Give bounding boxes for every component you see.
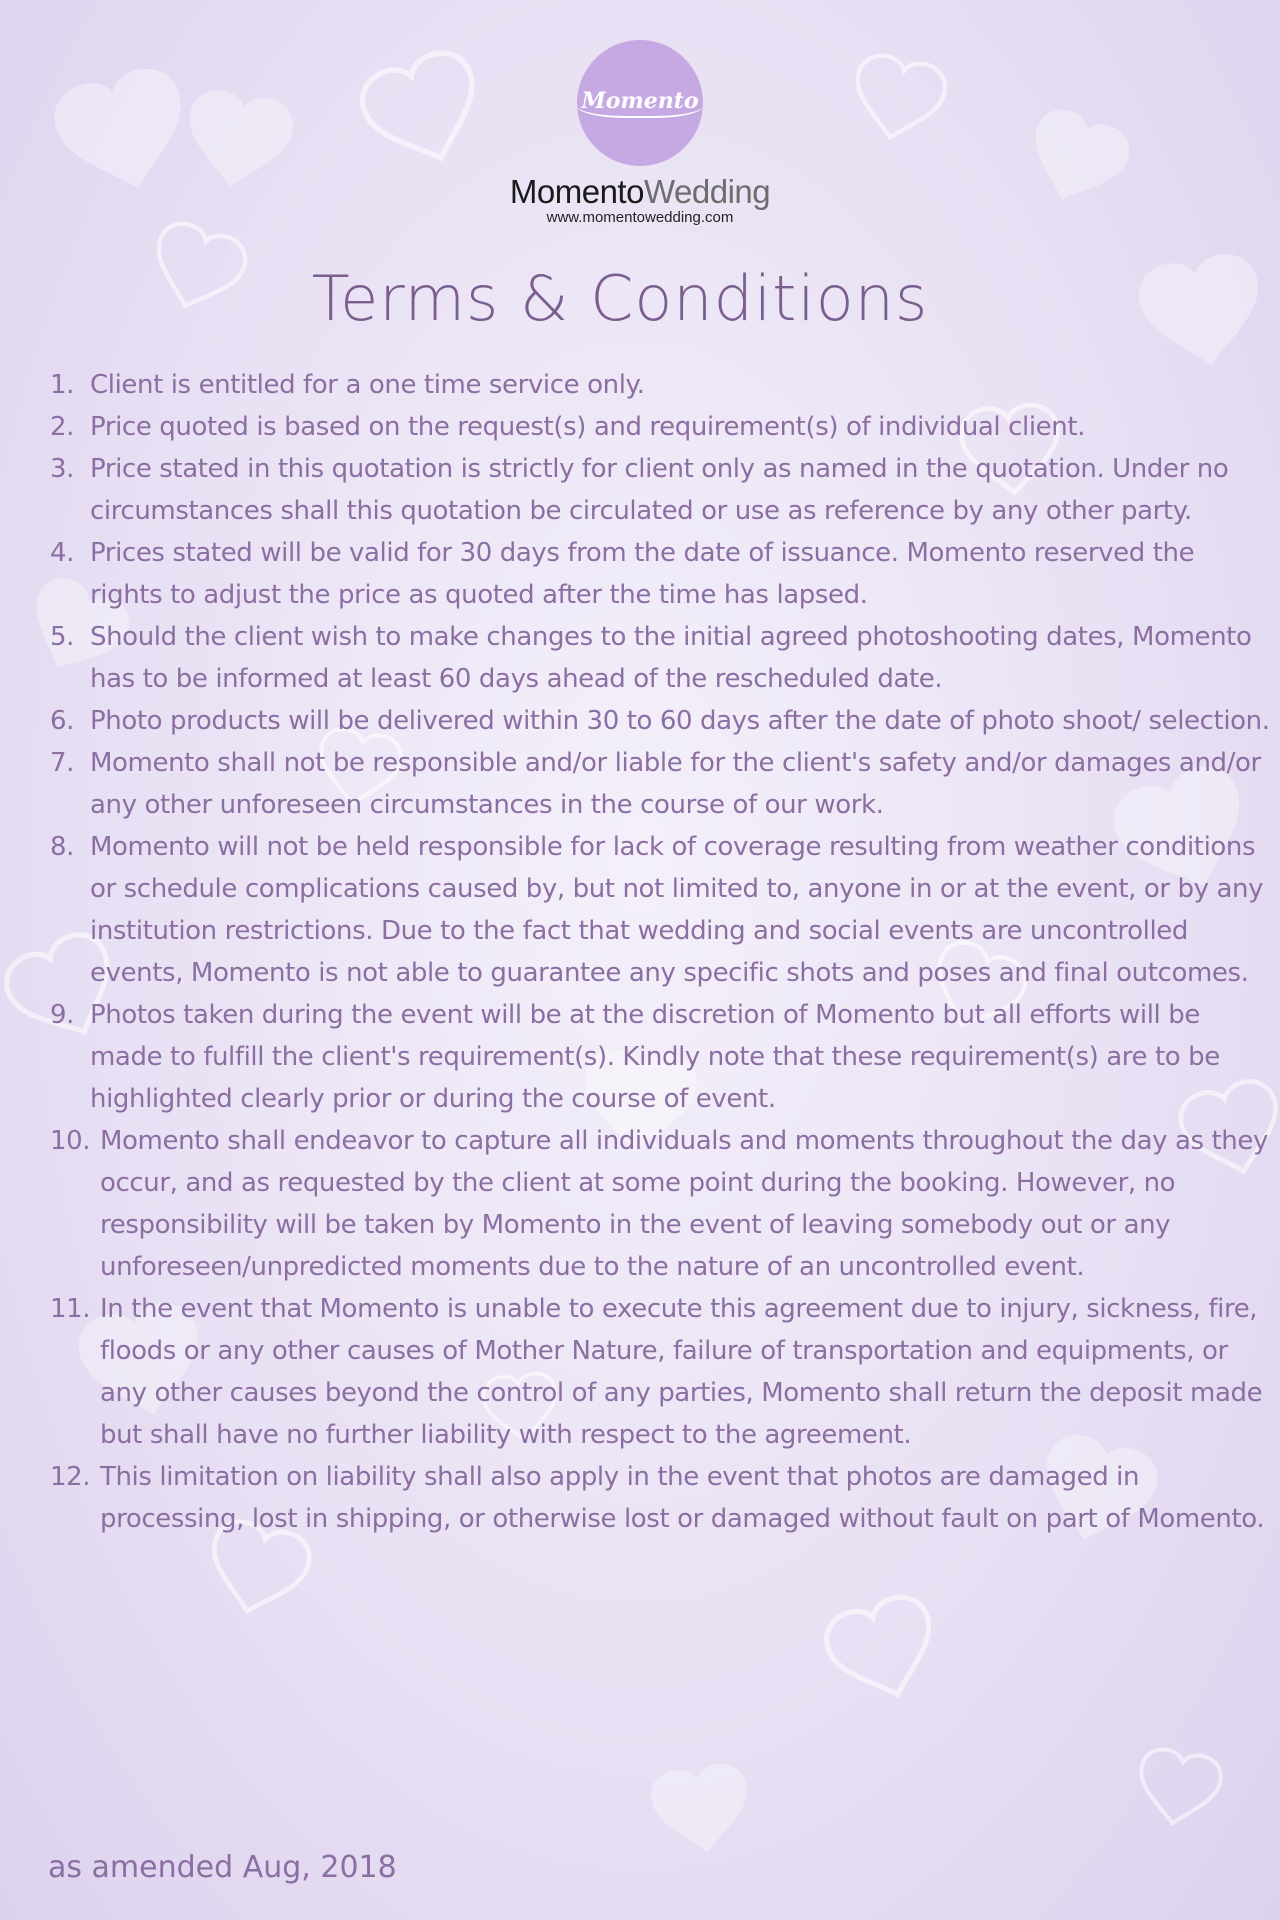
page-title: Terms & Conditions <box>311 262 929 335</box>
term-item-4 <box>50 532 1270 616</box>
term-item-3 <box>50 448 1270 532</box>
term-text: Photo products will be delivered within 30 to 60 days after the date of photo shoot/ selection. <box>90 706 1270 736</box>
term-number: 6. <box>50 706 75 736</box>
term-item-8 <box>50 826 1270 994</box>
term-text: Momento will not be held responsible for lack of coverage resulting from weather conditions or schedule complications caused by, but not limited to, anyone in or at the event, or by any institution restrictions. Due to the fact that wedding and social events are uncontrolled events, Momento is not able to guarantee any specific shots and poses and final outcomes. <box>90 832 1264 988</box>
brand-name <box>0 174 1280 210</box>
logo-circle-icon <box>577 40 703 166</box>
terms-list <box>50 364 1270 1540</box>
brand-name-part1: Momento <box>509 173 644 210</box>
term-number: 10. <box>50 1126 91 1156</box>
term-item-2 <box>50 406 1270 448</box>
term-item-10 <box>50 1120 1270 1288</box>
term-number: 2. <box>50 412 75 442</box>
term-item-5 <box>50 616 1270 700</box>
term-item-9 <box>50 994 1270 1120</box>
brand-url: www.momentowedding.com <box>546 209 734 226</box>
term-number: 7. <box>50 748 75 778</box>
term-number: 9. <box>50 1000 75 1030</box>
term-number: 8. <box>50 832 75 862</box>
term-text: Momento shall not be responsible and/or liable for the client's safety and/or damages and/or any other unforeseen circumstances in the course of our work. <box>90 748 1261 820</box>
amended-date: as amended Aug, 2018 <box>48 1850 397 1885</box>
term-text: This limitation on liability shall also apply in the event that photos are damaged in processing, lost in shipping, or otherwise lost or damaged without fault on part of Momento. <box>100 1462 1265 1534</box>
term-number: 1. <box>50 370 75 400</box>
term-item-12 <box>50 1456 1270 1540</box>
term-text: Price stated in this quotation is strictly for client only as named in the quotation. Under no circumstances shall this quotation be circulated or use as reference by any other party. <box>90 454 1229 526</box>
logo-script-text: Momento <box>577 88 702 118</box>
term-number: 12. <box>50 1462 91 1492</box>
term-number: 5. <box>50 622 75 652</box>
term-text: In the event that Momento is unable to execute this agreement due to injury, sickness, fire, floods or any other causes of Mother Nature, failure of transportation and equipments, or any other causes beyond the control of any parties, Momento shall return the deposit made but shall have no further liability with respect to the agreement. <box>100 1294 1263 1450</box>
brand-name-part2: Wedding <box>643 173 771 210</box>
term-text: Should the client wish to make changes to the initial agreed photoshooting dates, Momento has to be informed at least 60 days ahead of the rescheduled date. <box>90 622 1252 694</box>
term-number: 11. <box>50 1294 91 1324</box>
term-number: 3. <box>50 454 75 484</box>
term-item-6 <box>50 700 1270 742</box>
term-item-11 <box>50 1288 1270 1456</box>
term-text: Price quoted is based on the request(s) and requirement(s) of individual client. <box>90 412 1085 442</box>
term-item-1 <box>50 364 1270 406</box>
term-text: Momento shall endeavor to capture all individuals and moments throughout the day as they occur, and as requested by the client at some point during the booking. However, no responsibility will be taken by Momento in the event of leaving somebody out or any unforeseen/unpredicted moments due to the nature of an uncontrolled event. <box>100 1126 1268 1282</box>
term-item-7 <box>50 742 1270 826</box>
term-text: Client is entitled for a one time service only. <box>90 370 645 400</box>
logo <box>0 40 1280 226</box>
term-text: Prices stated will be valid for 30 days from the date of issuance. Momento reserved the rights to adjust the price as quoted after the time has lapsed. <box>90 538 1195 610</box>
term-number: 4. <box>50 538 75 568</box>
term-text: Photos taken during the event will be at the discretion of Momento but all efforts will be made to fulfill the client's requirement(s). Kindly note that these requirement(s) are to be highlighted clearly prior or during the course of event. <box>90 1000 1220 1114</box>
